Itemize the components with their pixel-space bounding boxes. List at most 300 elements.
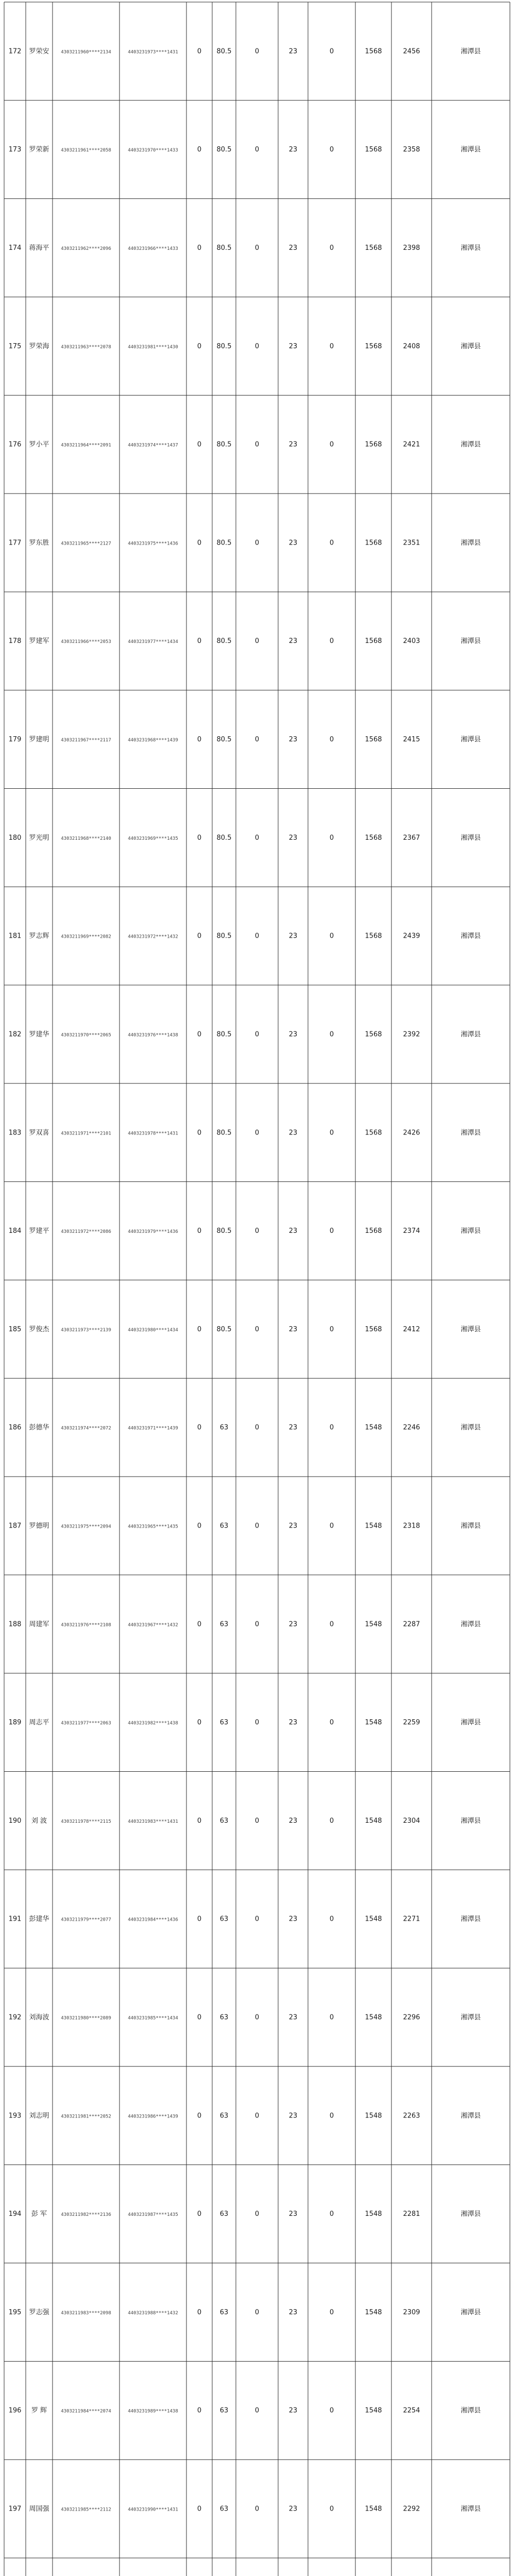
table-cell: 周国强 (29, 2505, 49, 2513)
table-cell: 63 (219, 2406, 229, 2415)
table-cell: 23 (288, 2210, 298, 2218)
table-cell: 罗小平 (29, 440, 49, 449)
table-cell: 80.5 (216, 932, 232, 940)
table-cell: 181 (8, 932, 22, 940)
table-cell: 4403231986****1439 (128, 2114, 178, 2120)
table-cell: 4403231974****1437 (128, 443, 178, 448)
table-cell: 0 (254, 2013, 260, 2022)
table-cell: 172 (8, 47, 22, 56)
table-cell: 23 (288, 1620, 298, 1629)
table-cell: 湘潭县 (460, 1227, 481, 1235)
table-cell: 2271 (403, 1915, 420, 1923)
table-cell: 0 (197, 1423, 202, 1432)
table-cell: 4303211967****2117 (61, 738, 111, 743)
table-cell: 63 (219, 2013, 229, 2022)
table-cell: 4303211974****2072 (61, 1426, 111, 1431)
table-cell: 4403231977****1434 (128, 639, 178, 645)
table-cell: 4303211981****2052 (61, 2114, 111, 2120)
table-cell: 2309 (403, 2308, 420, 2316)
table-cell: 0 (197, 1030, 202, 1039)
table-cell: 2403 (403, 637, 420, 646)
table-cell: 174 (8, 244, 22, 252)
table-cell: 0 (329, 2406, 334, 2415)
table-cell: 1548 (365, 1620, 382, 1629)
table-cell: 1568 (365, 932, 382, 940)
table-row (9, 2210, 481, 2218)
table-cell: 0 (254, 932, 260, 940)
table-cell: 0 (197, 146, 202, 154)
table-cell: 182 (8, 1030, 22, 1039)
table-cell: 187 (8, 1522, 22, 1530)
table-cell: 2421 (403, 440, 420, 449)
table-cell: 194 (8, 2210, 22, 2218)
table-cell: 0 (197, 539, 202, 547)
table-cell: 4403231971****1439 (128, 1426, 178, 1431)
table-cell: 1548 (365, 1719, 382, 1727)
table-cell: 179 (8, 736, 22, 744)
table-cell: 0 (197, 1719, 202, 1727)
table-cell: 1568 (365, 1325, 382, 1333)
table-cell: 罗光明 (29, 834, 49, 842)
table-cell: 罗荣安 (29, 47, 49, 56)
table-cell: 0 (254, 1030, 260, 1039)
table-cell: 80.5 (216, 1129, 232, 1137)
table-cell: 4403231981****1430 (128, 344, 178, 350)
table-row (9, 1128, 481, 1137)
table-cell: 0 (197, 2210, 202, 2218)
table-cell: 1548 (365, 2308, 382, 2316)
table-cell: 0 (329, 1620, 334, 1629)
table-cell: 176 (8, 440, 22, 449)
table-cell: 湘潭县 (460, 2013, 481, 2022)
table-cell: 1548 (365, 1522, 382, 1530)
table-cell: 1548 (365, 1915, 382, 1923)
table-cell: 刘志明 (29, 2112, 49, 2120)
table-cell: 4303211962****2096 (61, 246, 111, 252)
table-cell: 湘潭县 (460, 2308, 481, 2316)
table-cell: 湘潭县 (460, 1325, 481, 1333)
table-cell: 63 (219, 1719, 229, 1727)
table-cell: 0 (329, 440, 334, 449)
table-cell: 0 (197, 932, 202, 940)
table-cell: 80.5 (216, 1227, 232, 1235)
table-cell: 罗荣新 (29, 146, 49, 154)
table-cell: 2367 (403, 834, 420, 842)
table-cell: 0 (197, 2406, 202, 2415)
table-cell: 0 (329, 932, 334, 940)
table-cell: 1568 (365, 47, 382, 56)
table-cell: 0 (197, 1817, 202, 1825)
table-cell: 80.5 (216, 539, 232, 547)
table-cell: 4403231990****1431 (128, 2507, 178, 2513)
table-cell: 0 (197, 1522, 202, 1530)
table-cell: 2292 (403, 2505, 420, 2513)
table-cell: 2398 (403, 244, 420, 252)
table-cell: 4403231965****1435 (128, 1524, 178, 1530)
table-cell: 0 (254, 1423, 260, 1432)
table-cell: 4403231988****1432 (128, 2310, 178, 2316)
table-cell: 173 (8, 146, 22, 154)
table-row (9, 440, 481, 449)
table-cell: 80.5 (216, 440, 232, 449)
table-cell: 4403231972****1432 (128, 934, 178, 940)
table-row (9, 1620, 481, 1628)
table-cell: 0 (254, 2505, 260, 2513)
table-cell: 1568 (365, 244, 382, 252)
table-cell: 2263 (403, 2112, 420, 2120)
table-cell: 23 (288, 47, 298, 56)
table-cell: 23 (288, 146, 298, 154)
table-cell: 63 (219, 1423, 229, 1432)
table-cell: 4403231976****1438 (128, 1032, 178, 1038)
table-cell: 0 (329, 47, 334, 56)
table-cell: 63 (219, 2308, 229, 2316)
table-row (9, 1423, 481, 1432)
table-cell: 4403231987****1435 (128, 2212, 178, 2218)
table-cell: 4403231973****1431 (128, 49, 178, 55)
table-cell: 周志平 (29, 1719, 49, 1727)
table-cell: 0 (329, 834, 334, 842)
table-cell: 180 (8, 834, 22, 842)
table-cell: 4303211975****2094 (61, 1524, 111, 1530)
table-cell: 0 (329, 1227, 334, 1235)
table-cell: 1568 (365, 1227, 382, 1235)
table-cell: 0 (197, 47, 202, 56)
table-cell: 4303211984****2074 (61, 2409, 111, 2414)
table-cell: 4303211972****2086 (61, 1229, 111, 1235)
table-cell: 23 (288, 1325, 298, 1333)
table-cell: 0 (329, 1522, 334, 1530)
table-cell: 63 (219, 1522, 229, 1530)
table-cell: 80.5 (216, 244, 232, 252)
table-cell: 4403231985****1434 (128, 2015, 178, 2021)
table-cell: 1548 (365, 2013, 382, 2022)
table-cell: 0 (329, 2308, 334, 2316)
table-row (9, 145, 481, 154)
table-cell: 4403231978****1431 (128, 1131, 178, 1137)
table-row (9, 1718, 481, 1726)
table-cell: 湘潭县 (460, 2210, 481, 2218)
table-cell: 4303211965****2127 (61, 541, 111, 547)
table-cell: 2259 (403, 1719, 420, 1727)
table-cell: 80.5 (216, 146, 232, 154)
table-cell: 4303211980****2089 (61, 2015, 111, 2021)
table-cell: 0 (329, 2210, 334, 2218)
table-cell: 0 (329, 1129, 334, 1137)
table-cell: 1548 (365, 2112, 382, 2120)
table-cell: 80.5 (216, 1325, 232, 1333)
table-cell: 4403231979****1436 (128, 1229, 178, 1235)
table-cell: 23 (288, 2406, 298, 2415)
table-cell: 4403231966****1433 (128, 246, 178, 252)
table-cell: 0 (254, 834, 260, 842)
table-cell: 2456 (403, 47, 420, 56)
table-row (9, 2013, 481, 2022)
table-row (9, 2505, 481, 2513)
table-cell: 0 (254, 2406, 260, 2415)
table-cell: 0 (197, 1620, 202, 1629)
table-cell: 80.5 (216, 834, 232, 842)
table-cell: 186 (8, 1423, 22, 1432)
table-cell: 4303211983****2098 (61, 2310, 111, 2316)
table-cell: 刘 波 (31, 1817, 47, 1825)
table-cell: 罗双喜 (29, 1129, 49, 1137)
table-cell: 2254 (403, 2406, 420, 2415)
table-cell: 罗荣海 (29, 342, 49, 350)
table-cell: 湘潭县 (460, 1915, 481, 1923)
table-cell: 4303211968****2140 (61, 836, 111, 841)
table-cell: 80.5 (216, 736, 232, 744)
table-cell: 4303211966****2053 (61, 639, 111, 645)
table-cell: 4403231975****1436 (128, 541, 178, 547)
table-cell: 0 (197, 1325, 202, 1333)
table-cell: 0 (197, 244, 202, 252)
table-cell: 184 (8, 1227, 22, 1235)
table-cell: 0 (254, 1620, 260, 1629)
table-cell: 罗志强 (29, 2308, 49, 2316)
table-cell: 湘潭县 (460, 1620, 481, 1629)
table-cell: 湘潭县 (460, 2505, 481, 2513)
table-cell: 0 (197, 342, 202, 350)
table-cell: 4303211979****2077 (61, 1917, 111, 1923)
table-cell: 185 (8, 1325, 22, 1333)
table-cell: 23 (288, 1522, 298, 1530)
table-cell: 0 (329, 1719, 334, 1727)
table-cell: 4403231969****1435 (128, 836, 178, 841)
table-row (9, 1030, 481, 1038)
table-cell: 2246 (403, 1423, 420, 1432)
table-row (9, 932, 481, 940)
table-cell: 0 (254, 736, 260, 744)
table-cell: 0 (254, 637, 260, 646)
table-cell: 1568 (365, 539, 382, 547)
table-cell: 1568 (365, 736, 382, 744)
table-cell: 63 (219, 1817, 229, 1825)
table-cell: 0 (329, 1030, 334, 1039)
table-cell: 0 (329, 1325, 334, 1333)
table-cell: 湘潭县 (460, 2406, 481, 2415)
table-cell: 23 (288, 834, 298, 842)
table-cell: 193 (8, 2112, 22, 2120)
table-row (9, 47, 481, 55)
table-cell: 0 (329, 637, 334, 646)
table-cell: 4403231983****1431 (128, 1819, 178, 1824)
table-row (9, 244, 481, 252)
table-cell: 2408 (403, 342, 420, 350)
table-cell: 湘潭县 (460, 440, 481, 449)
table-cell: 0 (197, 2308, 202, 2316)
table-cell: 湘潭县 (460, 1719, 481, 1727)
table-cell: 177 (8, 539, 22, 547)
table-cell: 0 (197, 440, 202, 449)
table-cell: 湘潭县 (460, 736, 481, 744)
table-cell: 2296 (403, 2013, 420, 2022)
table-cell: 196 (8, 2406, 22, 2415)
table-cell: 4403231967****1432 (128, 1622, 178, 1628)
table-cell: 刘海波 (29, 2013, 49, 2022)
table-cell: 0 (254, 244, 260, 252)
table-cell: 湘潭县 (460, 637, 481, 646)
table-cell: 188 (8, 1620, 22, 1629)
table-cell: 23 (288, 342, 298, 350)
table-cell: 湘潭县 (460, 47, 481, 56)
table-cell: 0 (329, 2505, 334, 2513)
table-cell: 罗 辉 (31, 2406, 47, 2415)
table-cell: 0 (254, 2112, 260, 2120)
table-cell: 1568 (365, 440, 382, 449)
table-cell: 4303211982****2136 (61, 2212, 111, 2218)
table-cell: 2358 (403, 146, 420, 154)
table-row (9, 538, 481, 547)
table-row (9, 1915, 481, 1923)
table-cell: 192 (8, 2013, 22, 2022)
table-cell: 23 (288, 244, 298, 252)
table-cell: 湘潭县 (460, 342, 481, 350)
table-cell: 0 (254, 1817, 260, 1825)
table-cell: 1548 (365, 1817, 382, 1825)
table-cell: 罗志辉 (29, 932, 49, 940)
table-cell: 4303211963****2078 (61, 344, 111, 350)
table-cell: 195 (8, 2308, 22, 2316)
table-cell: 0 (197, 1915, 202, 1923)
table-cell: 0 (254, 2308, 260, 2316)
table-cell: 0 (197, 736, 202, 744)
table-cell: 23 (288, 1129, 298, 1137)
table-cell: 罗东胜 (29, 539, 49, 547)
table-row (9, 1227, 481, 1235)
table-cell: 0 (329, 2112, 334, 2120)
table-cell: 2415 (403, 736, 420, 744)
table-row (9, 1817, 481, 1825)
table-cell: 0 (254, 440, 260, 449)
table-cell: 2287 (403, 1620, 420, 1629)
table-cell: 175 (8, 342, 22, 350)
table-cell: 2374 (403, 1227, 420, 1235)
table-row (9, 1325, 481, 1333)
table-cell: 4303211961****2058 (61, 148, 111, 154)
table-cell: 罗德明 (29, 1522, 49, 1530)
table-cell: 63 (219, 1915, 229, 1923)
table-cell: 0 (254, 1325, 260, 1333)
table-cell: 2351 (403, 539, 420, 547)
table-row (9, 2308, 481, 2316)
table-cell: 63 (219, 2505, 229, 2513)
table-cell: 0 (254, 1522, 260, 1530)
table-cell: 1568 (365, 146, 382, 154)
table-cell: 0 (254, 1719, 260, 1727)
table-cell: 23 (288, 2308, 298, 2316)
table-cell: 23 (288, 440, 298, 449)
table-cell: 0 (329, 736, 334, 744)
table-cell: 4303211969****2082 (61, 934, 111, 940)
table-cell: 4403231968****1439 (128, 738, 178, 743)
table-cell: 23 (288, 1817, 298, 1825)
table-cell: 191 (8, 1915, 22, 1923)
table-cell: 0 (329, 146, 334, 154)
table-cell: 湘潭县 (460, 1817, 481, 1825)
table-cell: 湘潭县 (460, 834, 481, 842)
table-cell: 63 (219, 2112, 229, 2120)
table-cell: 1568 (365, 342, 382, 350)
table-cell: 23 (288, 2013, 298, 2022)
table-cell: 0 (254, 146, 260, 154)
table-cell: 23 (288, 932, 298, 940)
table-cell: 湘潭县 (460, 1423, 481, 1432)
table-cell: 0 (329, 342, 334, 350)
table-cell: 罗建明 (29, 736, 49, 744)
table-cell: 0 (254, 47, 260, 56)
table-cell: 23 (288, 1719, 298, 1727)
table-cell: 1548 (365, 1423, 382, 1432)
table-cell: 2426 (403, 1129, 420, 1137)
table-row (9, 637, 481, 645)
table-cell: 4403231989****1438 (128, 2409, 178, 2414)
table-cell: 2281 (403, 2210, 420, 2218)
table-row (9, 2406, 481, 2415)
table-cell: 2392 (403, 1030, 420, 1039)
table-cell: 183 (8, 1129, 22, 1137)
table-cell: 罗俊杰 (29, 1325, 49, 1333)
table-cell: 2412 (403, 1325, 420, 1333)
table-cell: 4403231984****1436 (128, 1917, 178, 1923)
table-row (9, 834, 481, 842)
table-cell: 189 (8, 1719, 22, 1727)
table-cell: 0 (197, 834, 202, 842)
table-cell: 23 (288, 1915, 298, 1923)
table-cell: 1548 (365, 2505, 382, 2513)
table-cell: 2318 (403, 1522, 420, 1530)
table-cell: 罗建平 (29, 1227, 49, 1235)
table-cell: 湘潭县 (460, 1522, 481, 1530)
table-cell: 1548 (365, 2406, 382, 2415)
table-cell: 23 (288, 539, 298, 547)
table-cell: 4303211971****2101 (61, 1131, 111, 1137)
table-cell: 0 (329, 2013, 334, 2022)
table-cell: 197 (8, 2505, 22, 2513)
table-cell: 彭 军 (31, 2210, 47, 2218)
table-cell: 4303211964****2091 (61, 443, 111, 448)
table-cell: 0 (329, 1423, 334, 1432)
table-cell: 2304 (403, 1817, 420, 1825)
table-row (9, 2111, 481, 2120)
table-cell: 23 (288, 1227, 298, 1235)
table-cell: 0 (329, 244, 334, 252)
table-cell: 罗建军 (29, 637, 49, 646)
table-cell: 4403231982****1438 (128, 1721, 178, 1726)
table-cell: 0 (254, 342, 260, 350)
table-cell: 4303211976****2108 (61, 1622, 111, 1628)
table-cell: 0 (254, 1227, 260, 1235)
table-cell: 63 (219, 1620, 229, 1629)
table-cell: 23 (288, 1030, 298, 1039)
table-cell: 4403231970****1433 (128, 148, 178, 154)
table-cell: 80.5 (216, 47, 232, 56)
table-cell: 0 (254, 1129, 260, 1137)
table-cell: 4303211977****2063 (61, 1721, 111, 1726)
table-cell: 23 (288, 637, 298, 646)
table-cell: 蒋海平 (29, 244, 49, 252)
table-cell: 1548 (365, 2210, 382, 2218)
table-cell: 0 (197, 1129, 202, 1137)
table-cell: 湘潭县 (460, 539, 481, 547)
table-cell: 4303211970****2065 (61, 1032, 111, 1038)
table-cell: 80.5 (216, 342, 232, 350)
table-cell: 湘潭县 (460, 2112, 481, 2120)
table-cell: 190 (8, 1817, 22, 1825)
table-cell: 23 (288, 1423, 298, 1432)
table-cell: 0 (329, 1817, 334, 1825)
table-cell: 23 (288, 2505, 298, 2513)
